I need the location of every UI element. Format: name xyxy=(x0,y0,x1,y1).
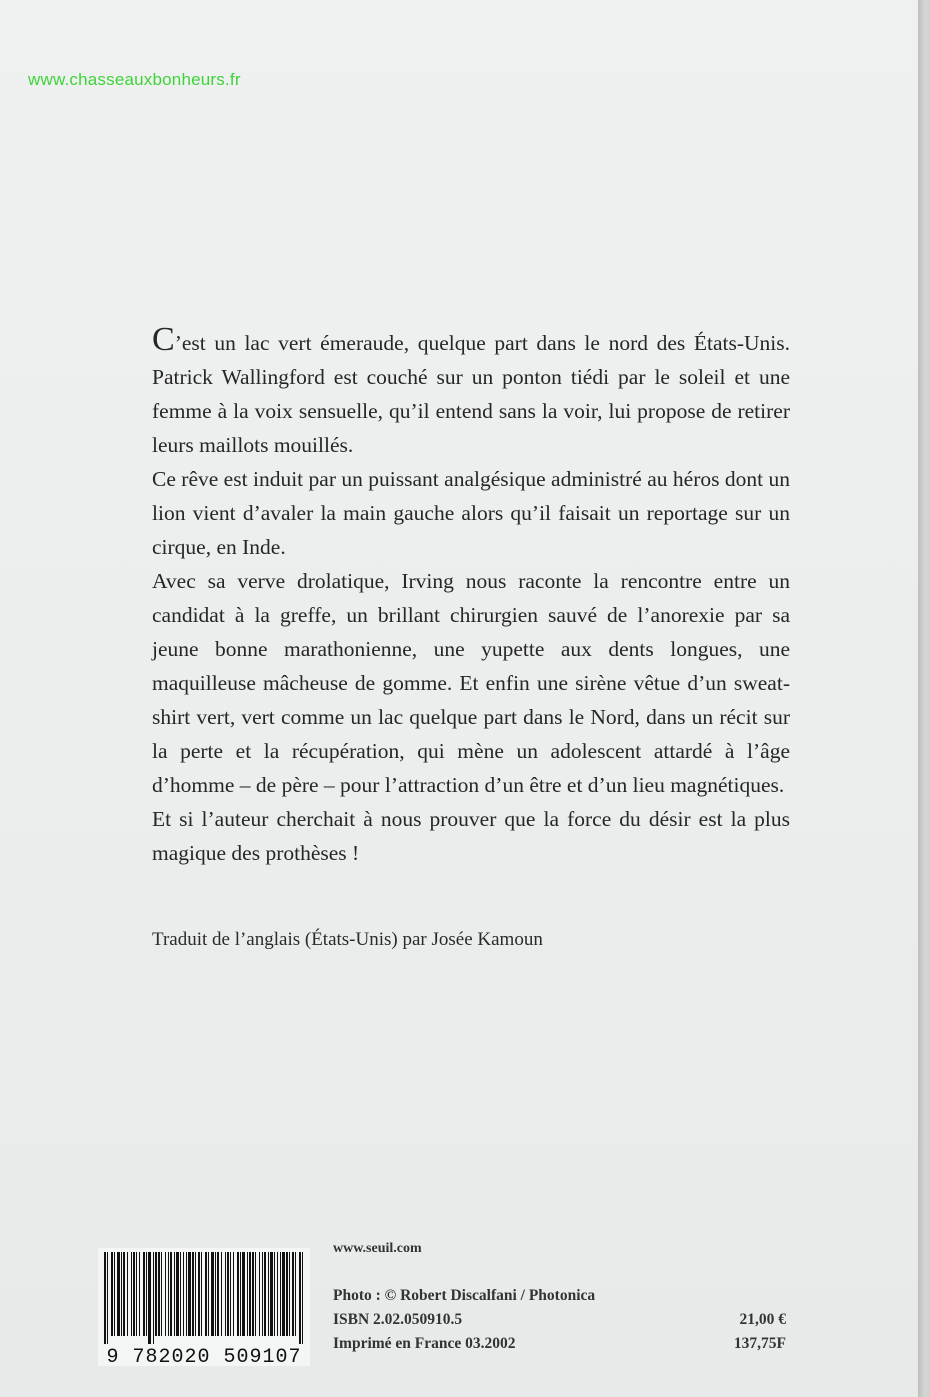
cover-edge xyxy=(918,0,930,1397)
isbn: ISBN 2.02.050910.5 xyxy=(333,1311,463,1328)
price-euro: 21,00 € xyxy=(739,1311,786,1328)
blurb-paragraph-4: Et si l’auteur cherchait à nous prouver que la force du désir est la plus magique des prothèses ! xyxy=(152,807,790,865)
price-franc: 137,75F xyxy=(733,1335,786,1352)
barcode xyxy=(98,1248,310,1366)
blurb-paragraph-2: Ce rêve est induit par un puissant analgésique administré au héros dont un lion vient d’avaler la main gauche alors qu’il faisait un reportage sur un cirque, en Inde. xyxy=(152,467,790,559)
publisher-website[interactable]: www.seuil.com xyxy=(333,1241,422,1256)
price-block xyxy=(734,1308,786,1356)
translator-credit: Traduit de l’anglais (États-Unis) par Josée Kamoun xyxy=(152,929,543,950)
blurb-paragraph-1-text: ’est un lac vert émeraude, quelque part dans le nord des États-Unis. Patrick Wallingford est couché sur un ponton tiédi par le soleil et une femme à la voix sensuelle, qu’il entend sans la voir, lui propose de retirer leurs maillots mouillés. xyxy=(152,331,790,457)
barcode-digits: 9 782020 509107 xyxy=(106,1346,302,1366)
blurb-paragraph-1 xyxy=(152,321,790,462)
drop-initial: C xyxy=(152,321,175,358)
blurb-text xyxy=(152,321,790,870)
blurb-paragraph-3: Avec sa verve drolatique, Irving nous raconte la rencontre entre un candidat à la greffe, un brillant chirurgien sauvé de l’anorexie par sa jeune bonne marathonienne, une yupette aux dents longues, une maquilleuse mâcheuse de gomme. Et enfin une sirène vêtue d’un sweat-shirt vert, vert comme un lac quelque part dans le Nord, dans un récit sur la perte et la récupération, qui mène un adolescent attardé à l’âge d’homme – de père – pour l’attraction d’un être et d’un lieu magnétiques. xyxy=(152,569,790,797)
photo-credit: Photo : © Robert Discalfani / Photonica xyxy=(333,1287,596,1304)
watermark-url[interactable]: www.chasseauxbonheurs.fr xyxy=(28,70,241,89)
printed-info: Imprimé en France 03.2002 xyxy=(333,1335,516,1352)
credits-block xyxy=(333,1284,595,1356)
